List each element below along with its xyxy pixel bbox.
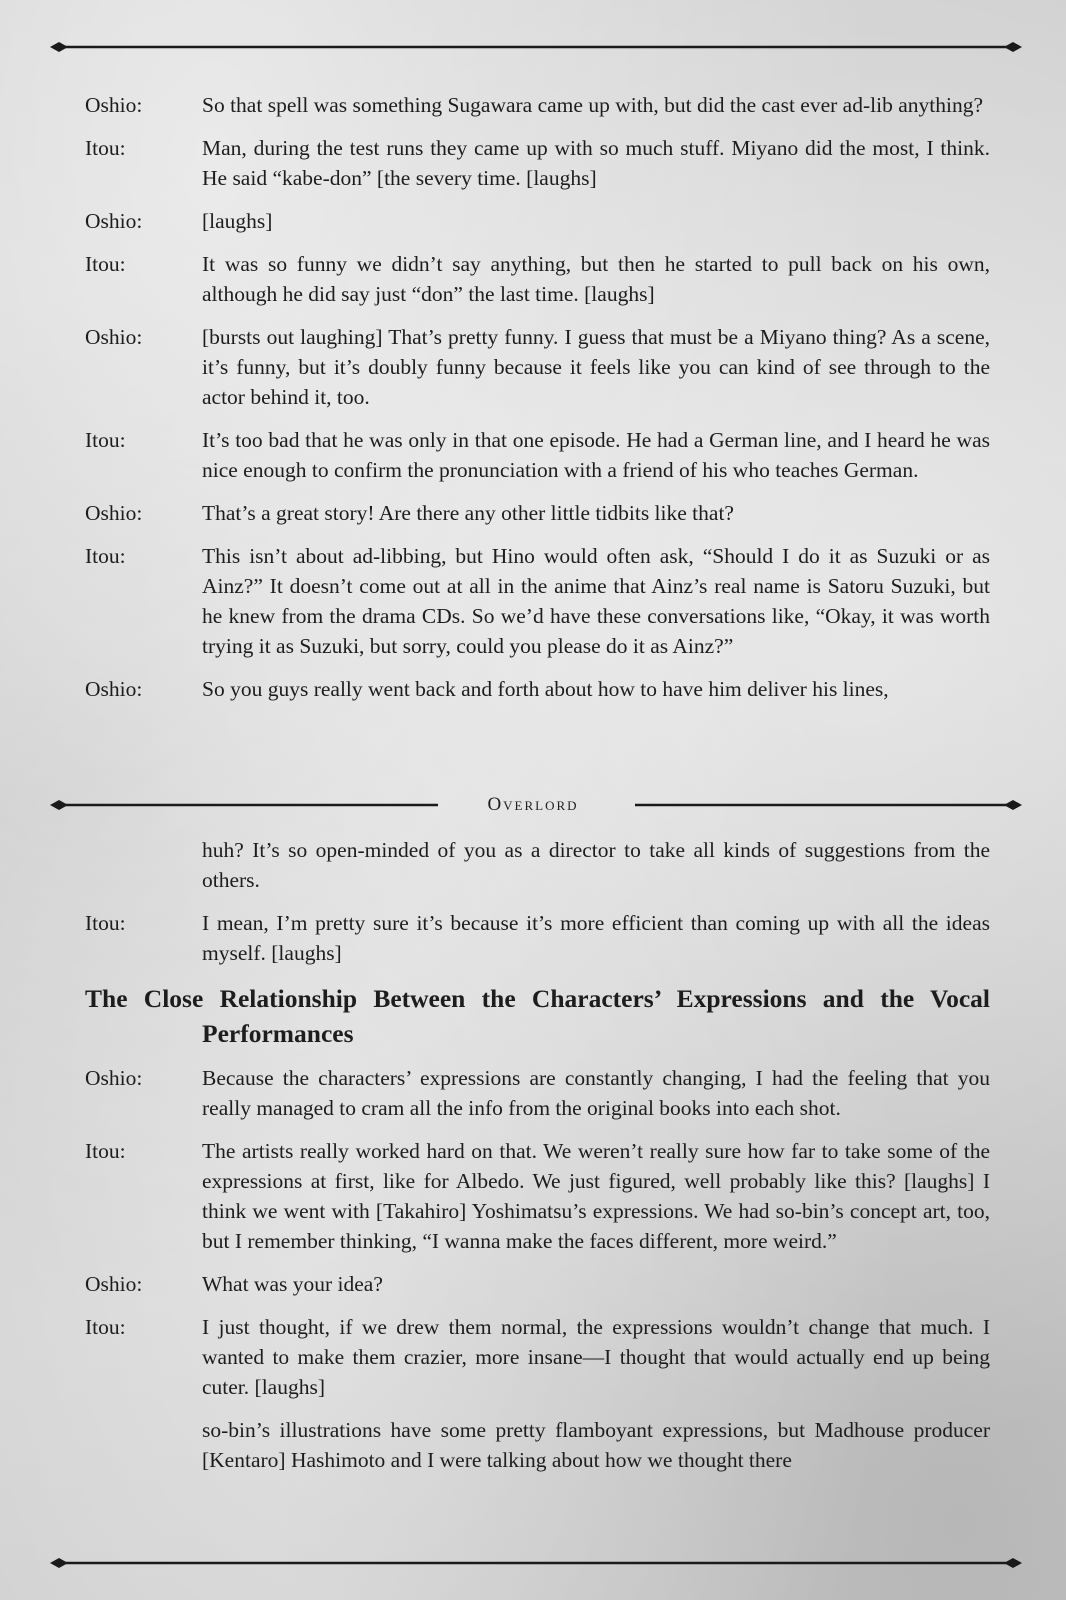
speaker-label: Itou:	[85, 911, 126, 935]
dialogue-text: This isn’t about ad-libbing, but Hino would often ask, “Should I do it as Suzuki or as Ainz?” It doesn’t come out at all in the anime that Ainz’s real name is Satoru Suzuki, but he knew from the drama CDs. So we’d have these conversations like, “Okay, it was worth trying it as Suzuki, but sorry, could you please do it as Ainz?”	[202, 544, 990, 658]
speaker-label: Oshio:	[85, 93, 143, 117]
dialogue-text: The artists really worked hard on that. We weren’t really sure how far to take some of the expressions at first, like for Albedo. We just figured, well probably like this? [laughs] I think we went with [Takahiro] Yoshimatsu’s expressions. We had so-bin’s concept art, too, but I remember thinking, “I wanna make the faces different, more weird.”	[202, 1139, 990, 1253]
dialogue-entry	[85, 90, 990, 120]
speaker-label: Oshio:	[85, 209, 143, 233]
speaker-label: Oshio:	[85, 1066, 143, 1090]
dialogue-text: I just thought, if we drew them normal, the expressions wouldn’t change that much. I wanted to make them crazier, more insane—I thought that would actually end up being cuter. [laughs]	[202, 1315, 990, 1399]
dialogue-continuation	[85, 835, 990, 895]
bottom-rule	[50, 1556, 1022, 1570]
dialogue-entry	[85, 1269, 990, 1299]
dialogue-entry	[85, 908, 990, 968]
speaker-label: Itou:	[85, 136, 126, 160]
running-head	[0, 794, 1066, 820]
dialogue-entry	[85, 249, 990, 309]
speaker-label: Oshio:	[85, 325, 143, 349]
dialogue-text: Man, during the test runs they came up with so much stuff. Miyano did the most, I think. He said “kabe-don” [the severy time. [laughs]	[202, 136, 990, 190]
dialogue-entry	[85, 425, 990, 485]
dialogue-entry	[85, 1312, 990, 1402]
dialogue-entry	[85, 1063, 990, 1123]
speaker-label: Itou:	[85, 252, 126, 276]
speaker-label: Itou:	[85, 1139, 126, 1163]
dialogue-entry	[85, 1136, 990, 1256]
dialogue-entry	[85, 206, 990, 236]
dialogue-text: [laughs]	[202, 209, 273, 233]
speaker-label: Oshio:	[85, 501, 143, 525]
dialogue-text: It’s too bad that he was only in that one episode. He had a German line, and I heard he was nice enough to confirm the pronunciation with a friend of his who teaches German.	[202, 428, 990, 482]
dialogue-top	[85, 90, 990, 717]
speaker-label: Oshio:	[85, 1272, 143, 1296]
dialogue-continuation	[85, 1415, 990, 1475]
speaker-label: Itou:	[85, 1315, 126, 1339]
dialogue-text: So that spell was something Sugawara came up with, but did the cast ever ad-lib anything?	[202, 93, 983, 117]
dialogue-bottom	[85, 835, 990, 1488]
dialogue-entry	[85, 133, 990, 193]
dialogue-entry	[85, 541, 990, 661]
dialogue-text: so-bin’s illustrations have some pretty flamboyant expressions, but Madhouse producer [Kentaro] Hashimoto and I were talking about how we thought there	[202, 1418, 990, 1472]
dialogue-text: I mean, I’m pretty sure it’s because it’s more efficient than coming up with all the ideas myself. [laughs]	[202, 911, 990, 965]
speaker-label: Oshio:	[85, 677, 143, 701]
top-rule	[50, 40, 1022, 54]
dialogue-text: It was so funny we didn’t say anything, but then he started to pull back on his own, although he did say just “don” the last time. [laughs]	[202, 252, 990, 306]
dialogue-text: huh? It’s so open-minded of you as a director to take all kinds of suggestions from the others.	[202, 838, 990, 892]
dialogue-text: So you guys really went back and forth about how to have him deliver his lines,	[202, 677, 889, 701]
speaker-label: Itou:	[85, 544, 126, 568]
dialogue-text: That’s a great story! Are there any other little tidbits like that?	[202, 501, 734, 525]
dialogue-text: Because the characters’ expressions are constantly changing, I had the feeling that you really managed to cram all the info from the original books into each shot.	[202, 1066, 990, 1120]
section-heading: The Close Relationship Between the Characters’ Expressions and the Vocal Performances	[85, 984, 990, 1048]
dialogue-entry	[85, 498, 990, 528]
dialogue-text: [bursts out laughing] That’s pretty funny. I guess that must be a Miyano thing? As a scene, it’s funny, but it’s doubly funny because it feels like you can kind of see through to the actor behind it, too.	[202, 325, 990, 409]
dialogue-entry	[85, 674, 990, 704]
speaker-label: Itou:	[85, 428, 126, 452]
dialogue-text: What was your idea?	[202, 1272, 383, 1296]
running-head-title: Overlord	[487, 794, 579, 815]
dialogue-entry	[85, 322, 990, 412]
